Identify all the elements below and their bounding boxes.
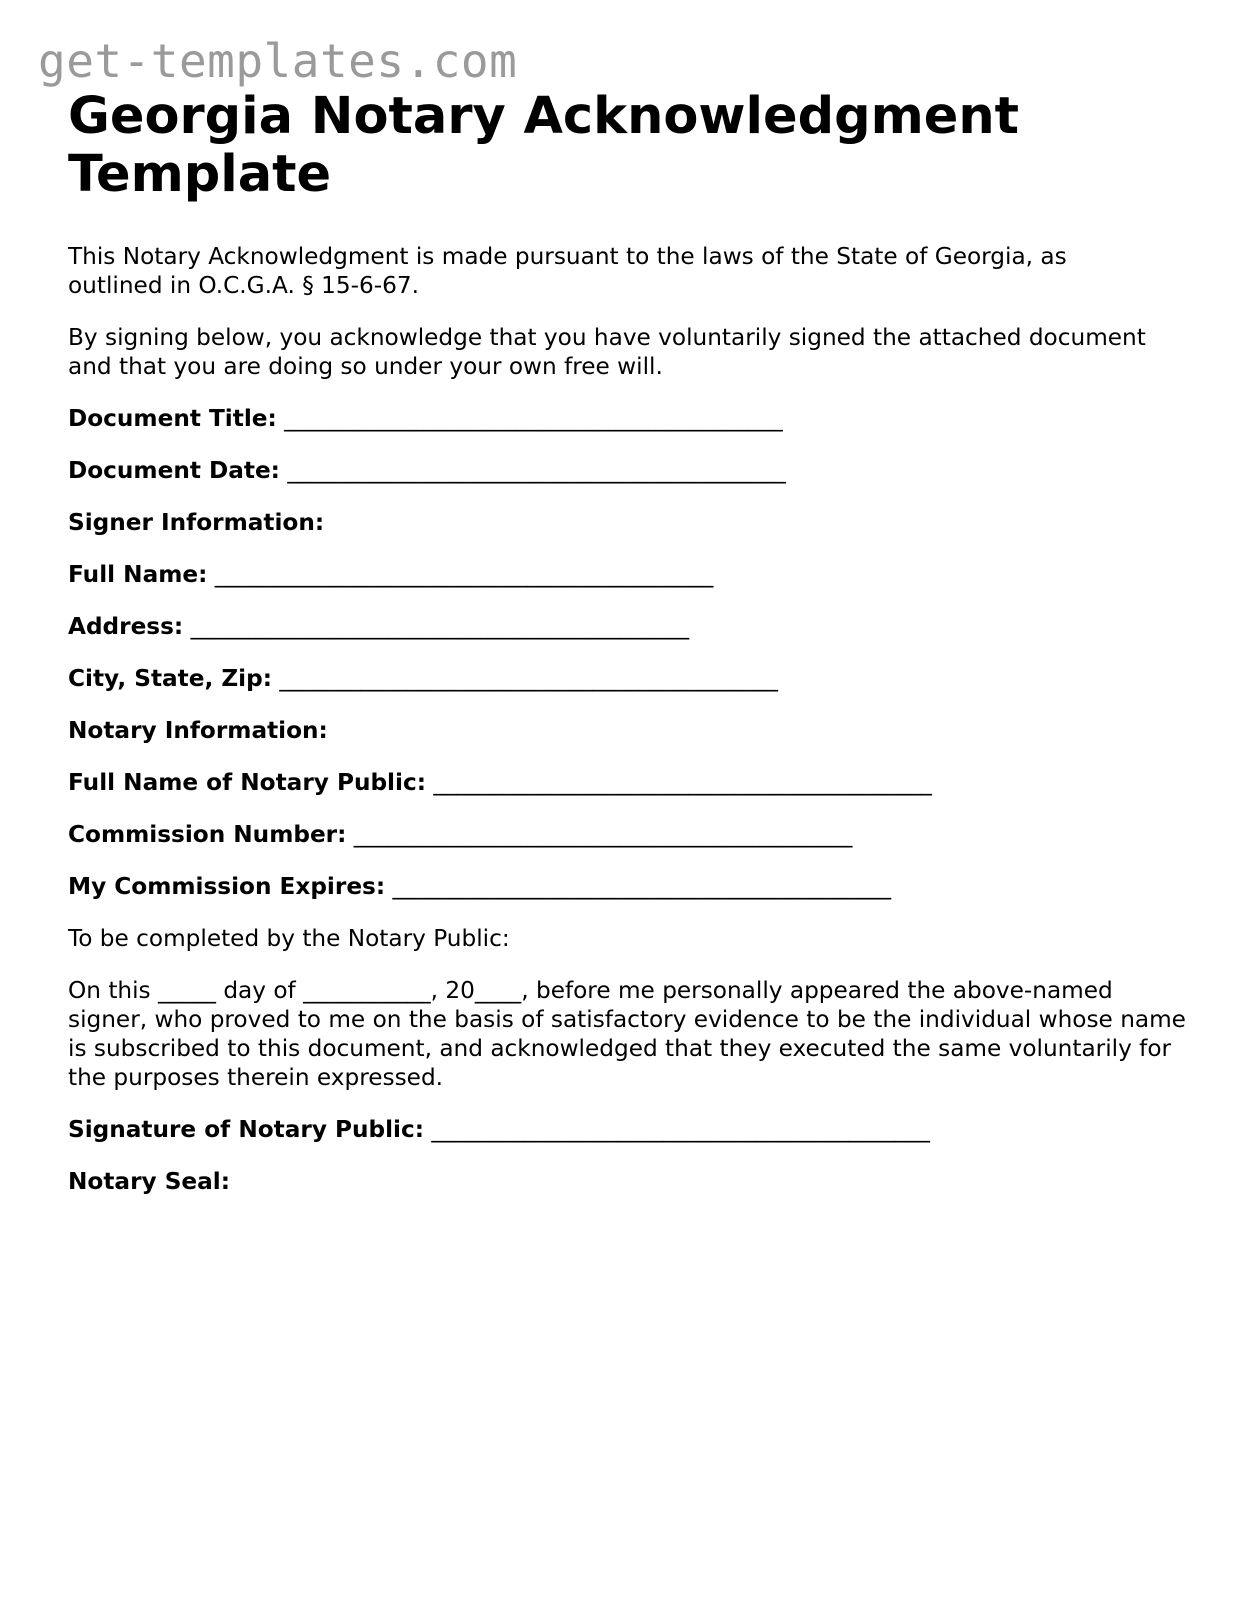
field-blank[interactable]: ___________________________________________: [287, 457, 786, 484]
notary-statement: On this _____ day of ___________, 20____, before me personally appeared the above-named signer, who proved to me on the basis of satisfactory evidence to be the individual whose name is subscribed to this document, and acknowledged that they executed the same voluntarily for the purposes therein expressed.: [68, 977, 1186, 1091]
notary-info-heading: Notary Information:: [68, 717, 328, 744]
field-blank[interactable]: ___________________________________________: [190, 613, 690, 640]
city-state-zip-field[interactable]: [68, 664, 1188, 693]
notary-seal-heading: Notary Seal:: [68, 1168, 230, 1195]
document-date-field[interactable]: [68, 456, 1188, 485]
page-title: Georgia Notary Acknowledgment Template: [68, 87, 1020, 204]
field-blank[interactable]: ___________________________________________: [214, 561, 714, 588]
field-label: Address:: [68, 613, 184, 640]
field-label: Document Date:: [68, 457, 280, 484]
field-blank[interactable]: ___________________________________________: [284, 405, 783, 432]
field-label: My Commission Expires:: [68, 873, 386, 900]
intro-paragraph: This Notary Acknowledgment is made pursuant to the laws of the State of Georgia, as outlined in O.C.G.A. § 15-6-67.: [68, 243, 1067, 299]
commission-number-field[interactable]: [68, 820, 1188, 849]
field-label: Full Name of Notary Public:: [68, 769, 426, 796]
field-blank[interactable]: ___________________________________________: [353, 821, 853, 848]
field-blank[interactable]: ___________________________________________: [279, 665, 778, 692]
consent-paragraph: By signing below, you acknowledge that you have voluntarily signed the attached document and that you are doing so under your own free will.: [68, 324, 1146, 380]
field-label: Signature of Notary Public:: [68, 1116, 425, 1143]
completion-note: To be completed by the Notary Public:: [68, 925, 510, 952]
field-blank[interactable]: ___________________________________________: [433, 769, 932, 796]
signer-info-heading: Signer Information:: [68, 509, 325, 536]
watermark: get-templates.com: [38, 34, 518, 88]
document-body: [68, 88, 1188, 1196]
notary-signature-field[interactable]: [68, 1115, 1188, 1144]
document-title-field[interactable]: [68, 404, 1188, 433]
field-label: Document Title:: [68, 405, 277, 432]
commission-expires-field[interactable]: [68, 872, 1188, 901]
field-blank[interactable]: ___________________________________________: [392, 873, 892, 900]
field-blank[interactable]: ___________________________________________: [431, 1116, 930, 1143]
full-name-field[interactable]: [68, 560, 1188, 589]
address-field[interactable]: [68, 612, 1188, 641]
notary-name-field[interactable]: [68, 768, 1188, 797]
field-label: Full Name:: [68, 561, 208, 588]
field-label: City, State, Zip:: [68, 665, 272, 692]
field-label: Commission Number:: [68, 821, 347, 848]
